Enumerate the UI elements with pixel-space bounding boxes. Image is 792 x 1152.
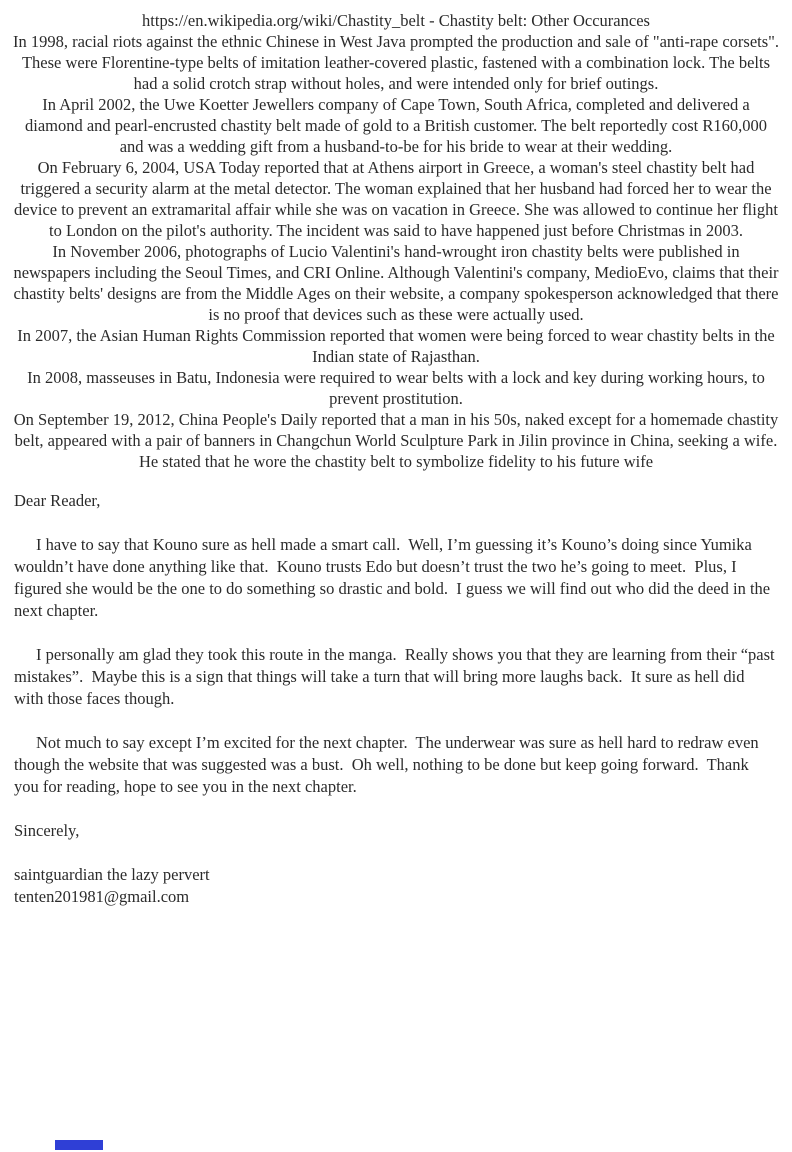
wiki-paragraph: In 2008, masseuses in Batu, Indonesia were required to wear belts with a lock and key during working hours, to prevent prostitution. bbox=[27, 368, 765, 408]
footer-artifact-bar bbox=[55, 1140, 103, 1150]
email-address: tenten201981@gmail.com bbox=[14, 887, 190, 906]
wiki-paragraph: On February 6, 2004, USA Today reported that at Athens airport in Greece, a woman's steel chastity belt had triggered a security alarm at the metal detector. The woman explained that her husband had forced her to wear the device to prevent an extramarital affair while she was on vacation in Greece. She was allowed to continue her flight to London on the pilot's authority. The incident was said to have happened just before Christmas in 2003. bbox=[14, 158, 778, 240]
translator-letter-section bbox=[0, 490, 792, 908]
letter-paragraph: Not much to say except I’m excited for the next chapter. The underwear was sure as hell hard to redraw even though the website that was suggested was a bust. Oh well, nothing to be done but keep going forward. Thank you for reading, hope to see you in the next chapter. bbox=[14, 733, 763, 796]
signature-name: saintguardian the lazy pervert bbox=[14, 865, 210, 884]
source-citation: https://en.wikipedia.org/wiki/Chastity_belt - Chastity belt: Other Occurances bbox=[142, 11, 650, 30]
wiki-paragraph: In November 2006, photographs of Lucio Valentini's hand-wrought iron chastity belts were published in newspapers including the Seoul Times, and CRI Online. Although Valentini's company, MedioEvo, claims that their chastity belts' designs are from the Middle Ages on their website, a company spokesperson acknowledged that there is no proof that devices such as these were actually used. bbox=[13, 242, 779, 324]
letter-paragraph: I personally am glad they took this route in the manga. Really shows you that they are learning from their “past mistakes”. Maybe this is a sign that things will take a turn that will bring more laughs back. It sure as hell did with those faces though. bbox=[14, 645, 779, 708]
letter-paragraph: I have to say that Kouno sure as hell made a smart call. Well, I’m guessing it’s Kouno’s doing since Yumika wouldn’t have done anything like that. Kouno trusts Edo but doesn’t trust the two he’s going to meet. Plus, I figured she would be the one to do something so drastic and bold. I guess we will find out who did the deed in the next chapter. bbox=[14, 535, 775, 620]
letter-salutation: Dear Reader, bbox=[14, 491, 101, 510]
wiki-paragraph: In 1998, racial riots against the ethnic Chinese in West Java prompted the production and sale of "anti-rape corsets". These were Florentine-type belts of imitation leather-covered plastic, fastened with a combination lock. The belts had a solid crotch strap without holes, and were intended only for brief outings. bbox=[12, 32, 780, 93]
wiki-paragraph: In April 2002, the Uwe Koetter Jewellers company of Cape Town, South Africa, completed and delivered a diamond and pearl-encrusted chastity belt made of gold to a British customer. The belt reportedly cost R160,000 and was a wedding gift from a husband-to-be for his bride to wear at their wedding. bbox=[24, 95, 768, 156]
wiki-paragraph: In 2007, the Asian Human Rights Commission reported that women were being forced to wear chastity belts in the Indian state of Rajasthan. bbox=[17, 326, 775, 366]
wiki-paragraph: On September 19, 2012, China People's Daily reported that a man in his 50s, naked except for a homemade chastity belt, appeared with a pair of banners in Changchun World Sculpture Park in Jilin province in China, seeking a wife. He stated that he wore the chastity belt to symbolize fidelity to his future wife bbox=[13, 410, 779, 471]
letter-closing: Sincerely, bbox=[14, 821, 80, 840]
signature-block bbox=[14, 864, 776, 908]
wiki-excerpt-section bbox=[0, 0, 792, 472]
